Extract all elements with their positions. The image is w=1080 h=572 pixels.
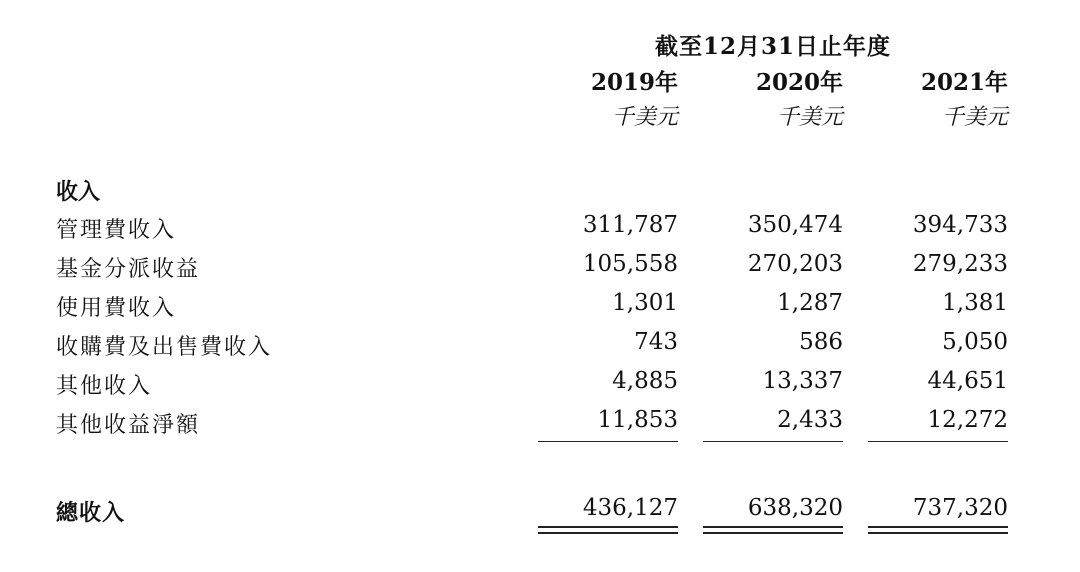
row-value: 11,853 [597,407,678,433]
total-value: 436,127 [582,495,678,521]
row-label: 基金分派收益 [56,257,201,282]
row-value: 5,050 [942,329,1008,355]
subtotal-rule [868,441,1008,442]
total-label: 總收入 [56,500,126,526]
row-value: 13,337 [762,368,843,394]
row-value: 1,381 [942,290,1008,316]
row-value: 311,787 [582,212,678,238]
subtotal-rule [538,441,678,442]
row-value: 279,233 [912,251,1008,277]
year-header-2020: 2020年 [755,69,843,96]
year-header-2021: 2021年 [920,69,1008,96]
row-value: 4,885 [612,368,678,394]
unit-label: 千美元 [941,105,1008,130]
row-label: 收購費及出售費收入 [56,335,273,360]
row-value: 270,203 [747,251,843,277]
row-value: 1,287 [777,290,843,316]
row-value: 350,474 [747,212,843,238]
year-header-2019: 2019年 [590,69,678,96]
period-header: 截至12月31日止年度 [654,33,891,60]
row-label: 其他收入 [56,374,153,399]
total-double-rule [868,526,1008,534]
row-label: 其他收益淨額 [56,413,201,438]
row-label: 使用費收入 [56,296,177,321]
unit-label: 千美元 [776,105,843,130]
total-value: 737,320 [912,495,1008,521]
row-value: 44,651 [927,368,1008,394]
section-title: 收入 [56,179,101,205]
row-value: 2,433 [777,407,843,433]
unit-label: 千美元 [611,105,678,130]
row-value: 105,558 [582,251,678,277]
row-value: 586 [799,329,843,355]
row-value: 1,301 [612,290,678,316]
total-double-rule [538,526,678,534]
row-value: 12,272 [927,407,1008,433]
total-value: 638,320 [747,495,843,521]
subtotal-rule [703,441,843,442]
total-double-rule [703,526,843,534]
row-value: 743 [634,329,678,355]
row-label: 管理費收入 [56,218,177,243]
row-value: 394,733 [912,212,1008,238]
